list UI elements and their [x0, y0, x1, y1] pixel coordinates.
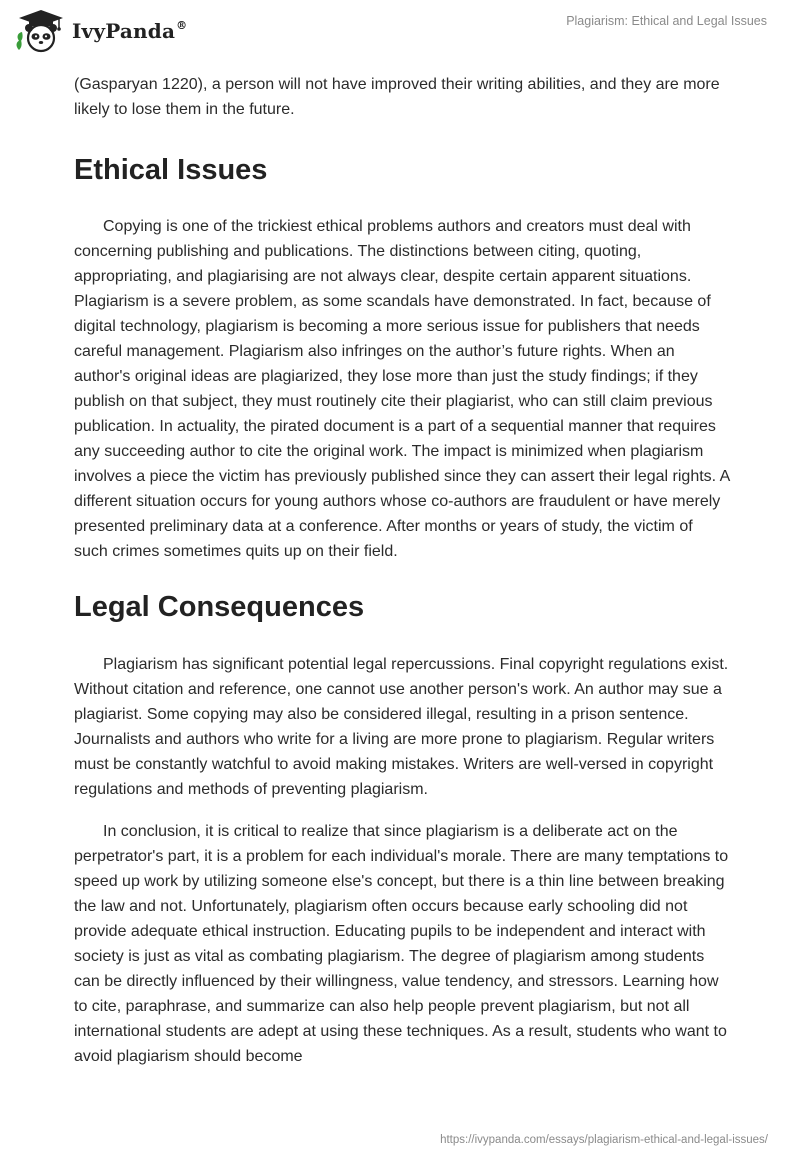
paragraph-ethical-issues: Copying is one of the trickiest ethical problems authors and creators must deal with concerning publishing and publications. The distinctions between citing, quoting, appropriating, and plagiarising are not always clear, despite certain apparent situations. Plagiarism is a severe problem, as some scandals have demonstrated. In fact, because of digital technology, plagiarism is becoming a more serious issue for publishers that needs careful management. Plagiarism also infringes on the author’s future rights. When an author's original ideas are plagiarized, they lose more than just the study findings; if they publish on that subject, they must routinely cite their plagiarist, who can still claim previous publication. In actuality, the pirated document is a part of a sequential manner that requires any succeeding author to cite the original work. The impact is minimized when plagiarism involves a piece the victim has previously published since they can assert their legal rights. A different situation occurs for young authors whose co-authors are fraudulent or have merely presented preliminary data at a conference. After months or years of study, the victim of such crimes sometimes quits up on their field.: [74, 218, 730, 560]
intro-paragraph: (Gasparyan 1220), a person will not have improved their writing abilities, and they are more likely to lose them in the future.: [74, 76, 720, 118]
brand-name-text: IvyPanda: [72, 19, 176, 43]
essay-content: [74, 72, 730, 1069]
source-url[interactable]: https://ivypanda.com/essays/plagiarism-ethical-and-legal-issues/: [440, 1134, 768, 1146]
page-header: [0, 0, 800, 64]
document-title: Plagiarism: Ethical and Legal Issues: [566, 14, 767, 28]
ivypanda-logo[interactable]: [14, 8, 187, 54]
heading-legal-consequences: Legal Consequences: [74, 591, 365, 623]
paragraph-conclusion: In conclusion, it is critical to realize that since plagiarism is a deliberate act on the perpetrator's part, it is a problem for each individual's morale. There are many temptations to speed up work by utilizing someone else's concept, but there is a thin line between breaking the law and not. Unfortunately, plagiarism often occurs because early schooling did not provide adequate ethical instruction. Educating pupils to be independent and interact with society is just as vital as combating plagiarism. The degree of plagiarism among students can be directly influenced by their willingness, value tendency, and stressors. Learning how to cite, paraphrase, and summarize can also help people prevent plagiarism, but not all international students are adept at using these techniques. As a result, students who want to avoid plagiarism should become: [74, 823, 729, 1065]
heading-ethical-issues: Ethical Issues: [74, 154, 268, 186]
paragraph-legal-consequences: Plagiarism has significant potential legal repercussions. Final copyright regulations exist. Without citation and reference, one cannot use another person's work. An author may sue a plagiarist. Some copying may also be considered illegal, resulting in a prison sentence. Journalists and authors who write for a living are more prone to plagiarism. Regular writers must be constantly watchful to avoid making mistakes. Writers are well-versed in copyright regulations and methods of preventing plagiarism.: [74, 656, 729, 798]
registered-mark: ®: [176, 19, 188, 32]
panda-graduate-icon: [14, 8, 68, 54]
brand-name: [72, 19, 187, 43]
